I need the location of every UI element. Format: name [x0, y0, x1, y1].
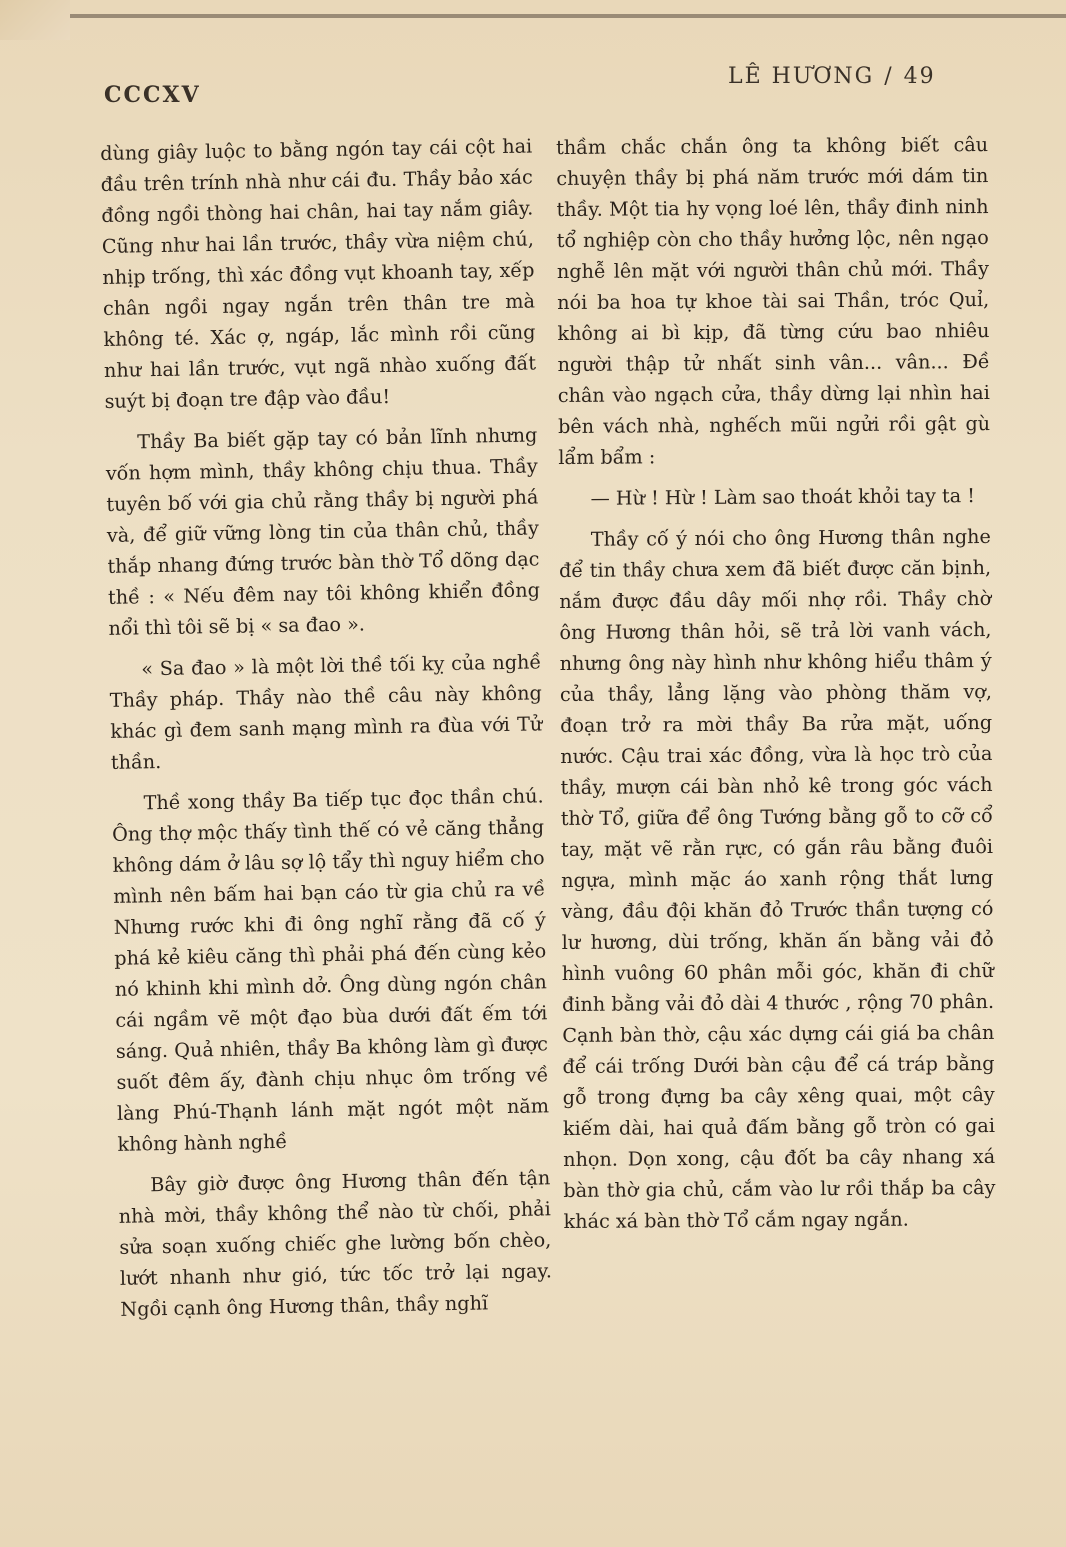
running-header-separator: /	[884, 64, 894, 89]
top-rule	[70, 14, 1066, 18]
paragraph: Bây giờ được ông Hương thân đến tận nhà mời, thầy không thể nào từ chối, phải sửa soạn xuống chiếc ghe lường bốn chèo, lướt nhanh như gió, tức tốc trở lại ngay. Ngồi cạnh ông Hương thân, thầy nghĩ	[118, 1166, 553, 1321]
paragraph: thầm chắc chắn ông ta không biết câu chuyện thầy bị phá năm trước mới dám tin thầy. Một tia hy vọng loé lên, thầy đinh ninh tổ nghiệp còn cho thầy hưởng lộc, nên ngạo nghễ lên mặt với người thân chủ mới. Thầy nói ba hoa tự khoe tài sai Thần, tróc Quỉ, không ai bì kịp, đã từng cứu bao nhiêu người thập tử nhất sinh vân... vân... Đề chân vào ngạch cửa, thầy dừng lại nhìn hai bên vách nhà, nghếch mũi ngửi rồi gật gù lẩm bẩm :	[556, 132, 991, 469]
left-column	[100, 130, 553, 1324]
paragraph: Thầy Ba biết gặp tay có bản lĩnh nhưng vốn hợm mình, thầy không chịu thua. Thầy tuyên bố với gia chủ rằng thầy bị người phá và, để giữ vững lòng tin của thân chủ, thầy thắp nhang đứng trước bàn thờ Tổ dõng dạc thề : « Nếu đêm nay tôi không khiển đồng nổi thì tôi sẽ bị « sa đao ».	[105, 423, 541, 640]
paragraph: Thề xong thầy Ba tiếp tục đọc thần chú. Ông thợ mộc thấy tình thế có vẻ căng thẳng không dám ở lâu sợ lộ tẩy thì nguy hiểm cho mình nên bấm hai bạn cáo từ gia chủ ra về Nhưng rước khi đi ông nghĩ rằng đã cố ý phá kẻ kiêu căng thì phải phá đến cùng kẻo nó khinh khi mình dở. Ông dùng ngón chân cái ngầm vẽ một đạo bùa dưới đất ếm tới sáng. Quả nhiên, thầy Ba không làm gì được suốt đêm ấy, đành chịu nhục ôm trống về làng Phú-Thạnh lánh mặt ngót một năm không hành nghề	[111, 784, 550, 1156]
section-marker: CCCXV	[104, 82, 201, 108]
paragraph: Thầy cố ý nói cho ông Hương thân nghe để tin thầy chưa xem đã biết được căn bịnh, nắm được đầu dây mối nhợ rồi. Thầy chờ ông Hương thân hỏi, sẽ trả lời vanh vách, nhưng ông này hình như không hiểu thâm ý của thầy, lẳng lặng vào phòng thăm vợ, đoạn trở ra mời thầy Ba rửa mặt, uống nước. Cậu trai xác đồng, vừa là học trò của thầy, mượn cái bàn nhỏ kê trong góc vách thờ Tổ, giữa để ông Tướng bằng gỗ to cỡ cổ tay, mặt vẽ rằn rực, có gắn râu bằng đuôi ngựa, mình mặc áo xanh rộng thắt lưng vàng, đầu đội khăn đỏ Trước thần tượng có lư hương, dùi trống, khăn ấn bằng vải đỏ hình vuông 60 phân mỗi góc, khăn đi chữ đinh bằng vải đỏ dài 4 thước , rộng 70 phân. Cạnh bàn thờ, cậu xác dựng cái giá ba chân để cái trống Dưới bàn cậu để cá tráp bằng gỗ trong đựng ba cây xêng quai, một cây kiếm dài, hai quả đấm bằng gỗ tròn có gai nhọn. Dọn xong, cậu đốt ba cây nhang xá bàn thờ gia chủ, cắm vào lư rồi thắp ba cây khác xá bàn thờ Tổ cắm ngay ngắn.	[558, 524, 996, 1233]
paragraph: « Sa đao » là một lời thề tối kỵ của nghề Thầy pháp. Thầy nào thề câu này không khác gì đem sanh mạng mình ra đùa với Tử thần.	[109, 650, 543, 774]
right-column	[556, 129, 996, 1237]
page-corner	[0, 0, 70, 40]
dialogue-line: — Hừ ! Hừ ! Làm sao thoát khỏi tay ta !	[590, 484, 976, 510]
running-header	[728, 64, 936, 89]
running-header-title: LÊ HƯƠNG	[728, 64, 875, 89]
page-number: 49	[903, 64, 936, 89]
paragraph: dùng giây luộc to bằng ngón tay cái cột hai đầu trên trính nhà như cái đu. Thầy bảo xác đồng ngồi thòng hai chân, hai tay nắm giây. Cũng như hai lần trước, thầy vừa niệm chú, nhịp trống, thì xác đồng vụt khoanh tay, xếp chân ngồi ngay ngắn trên thân tre mà không té. Xác ợ, ngáp, lắc mình rồi cũng như hai lần trước, vụt ngã nhào xuống đất suýt bị đoạn tre đập vào đầu!	[100, 134, 537, 413]
